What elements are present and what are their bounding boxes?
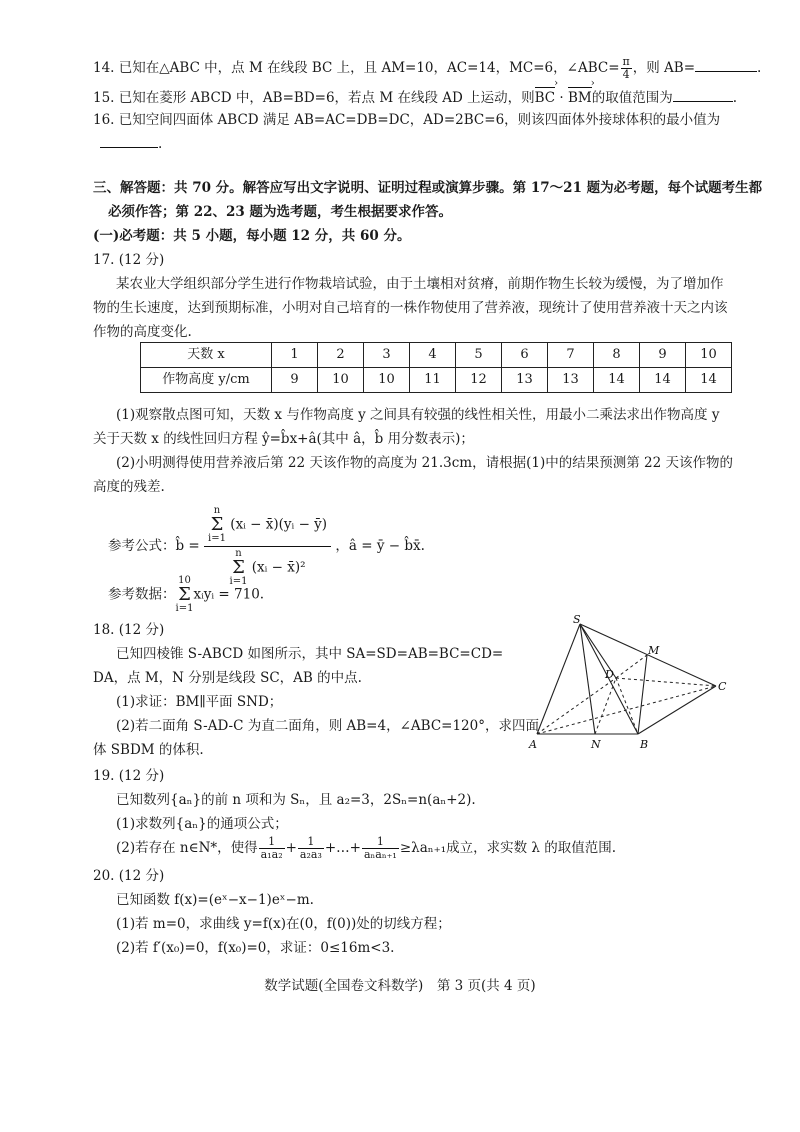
q14-answer-blank (695, 71, 757, 72)
q19-s2 (116, 836, 616, 861)
table-cell: 4 (410, 343, 456, 368)
q17-s2b: 高度的残差. (93, 479, 165, 495)
table-header-days: 天数 x (141, 343, 272, 368)
section3-sub1: (一)必考题：共 5 小题，每小题 12 分，共 60 分。 (93, 228, 411, 244)
q20-p1: 已知函数 f(x)=(eˣ−x−1)eˣ−m. (116, 892, 314, 908)
q18-s2a: (2)若二面角 S-AD-C 为直二面角，则 AB=4，∠ABC=120°，求四面 (116, 718, 539, 734)
q17-p1: 某农业大学组织部分学生进行作物栽培试验，由于土壤相对贫瘠，前期作物生长较为缓慢，为了增加作 (116, 276, 724, 292)
table-cell: 5 (456, 343, 502, 368)
table-cell: 10 (318, 368, 364, 393)
label-m: M (648, 644, 660, 657)
formula-fraction (204, 506, 331, 587)
formula-den-expr: (xᵢ − x̄)² (251, 559, 306, 576)
frac-den: a₁a₂ (260, 848, 283, 862)
q18-s1: (1)求证：BM∥平面 SND； (116, 694, 283, 710)
table-cell: 6 (502, 343, 548, 368)
q15-answer-blank (673, 101, 733, 102)
sum-bottom: i=1 (229, 576, 248, 587)
frac-num: 1 (259, 836, 285, 849)
label-s: S (573, 613, 581, 626)
q19-s1: (1)求数列{aₙ}的通项公式； (116, 816, 288, 832)
frac-den: a₂a₃ (299, 848, 322, 862)
segment-nd (595, 678, 616, 734)
q19-s2-tail: ≥λaₙ₊₁成立，求实数 λ 的取值范围. (399, 840, 617, 857)
q19-frac-3 (362, 836, 399, 861)
table-cell: 1 (272, 343, 318, 368)
table-cell: 12 (456, 368, 502, 393)
data-expr: xᵢyᵢ = 710. (193, 586, 265, 603)
frac-den: aₙaₙ₊₁ (363, 848, 397, 862)
q16-text: 16. 已知空间四面体 ABCD 满足 AB=AC=DB=DC，AD=2BC=6，则该四面体外接球体积的最小值为 (93, 112, 721, 128)
sum-symbol: 10 Σ i=1 (175, 575, 194, 614)
edge-sa (537, 624, 580, 734)
table-cell: 9 (640, 343, 686, 368)
edge-ad (537, 678, 616, 734)
q20-head: 20. (12 分) (93, 868, 165, 884)
segment-db (616, 678, 638, 734)
label-d: D (605, 668, 614, 681)
plus-sign: + (285, 840, 297, 857)
q18-p2: DA，点 M，N 分别是线段 SC，AB 的中点. (93, 670, 362, 686)
question-16 (93, 110, 720, 131)
formula-label: 参考公式：b̂ = (108, 538, 200, 555)
q19-frac-2 (298, 836, 324, 861)
sum-symbol: n Σ i=1 (229, 548, 248, 587)
table-header-height: 作物高度 y/cm (141, 368, 272, 393)
q17-reference-data (108, 576, 264, 614)
q17-data-table (140, 342, 732, 393)
label-a: A (529, 738, 537, 751)
q14-text: 14. 已知在△ABC 中，点 M 在线段 BC 上，且 AM=10，AC=14，MC=6，∠ABC= (93, 60, 620, 77)
table-cell: 8 (594, 343, 640, 368)
q17-s1b: 关于天数 x 的线性回归方程 ŷ=b̂x+â(其中 â，b̂ 用分数表示)； (93, 431, 474, 447)
sum-top: 10 (178, 575, 191, 586)
frac-num: 1 (298, 836, 324, 849)
table-cell: 14 (686, 368, 732, 393)
q15-tail: 的取值范围为 (591, 90, 673, 106)
ellipsis: +…+ (324, 840, 361, 857)
q17-s2a: (2)小明测得使用营养液后第 22 天该作物的高度为 21.3cm，请根据(1)中的结果预测第 22 天该作物的 (116, 455, 733, 471)
q18-head: 18. (12 分) (93, 622, 165, 638)
q14-frac-den: 4 (622, 68, 630, 82)
label-n: N (591, 738, 601, 751)
q14-tail: ，则 AB= (632, 60, 696, 77)
diagonal-ac (537, 686, 716, 734)
q14-fraction (621, 56, 632, 81)
table-cell: 13 (548, 368, 594, 393)
formula-tail: ，â = ȳ − b̂x̄. (335, 538, 425, 555)
table-row (141, 368, 732, 393)
formula-numerator (204, 506, 331, 547)
sum-top: n (235, 548, 242, 559)
q17-p2: 物的生长速度，达到预期标准，小明对自己培育的一株作物使用了营养液，现统计了使用营养液十天之内该 (93, 300, 728, 316)
q15-text: 15. 已知在菱形 ABCD 中，AB=BD=6，若点 M 在线段 AD 上运动，则 (93, 90, 535, 106)
q18-p1: 已知四棱锥 S-ABCD 如图所示，其中 SA=SD=AB=BC=CD= (116, 646, 504, 662)
q16-answer-line: . (100, 134, 162, 155)
question-14: 14. 已知在△ABC 中，点 M 在线段 BC 上，且 AM=10，AC=14，MC=6，∠ABC= $\frac{\pi}{4}$ ，则 AB= . (93, 55, 762, 82)
q19-s2-pre: (2)若存在 n∈N*，使得 (116, 840, 258, 857)
section3-title-line2: 必须作答；第 22、23 题为选考题，考生根据要求作答。 (108, 204, 452, 220)
q20-s1: (1)若 m=0，求曲线 y=f(x)在(0，f(0))处的切线方程； (116, 916, 451, 932)
table-cell: 2 (318, 343, 364, 368)
formula-num-expr: (xᵢ − x̄)(yᵢ − ȳ) (230, 516, 328, 533)
q19-head: 19. (12 分) (93, 768, 165, 784)
label-b: B (640, 738, 649, 751)
q17-reference-formula (108, 506, 425, 587)
table-cell: 10 (364, 368, 410, 393)
q20-s2: (2)若 f′(x₀)=0，f(x₀)=0，求证：0≤16m<3. (116, 940, 395, 956)
section3-title-line1: 三、解答题：共 70 分。解答应写出文字说明、证明过程或演算步骤。第 17～21 题为必考题，每个试题考生都 (93, 180, 763, 196)
vector-bc: BC › (535, 88, 556, 109)
vector-bm: BM › (568, 88, 592, 109)
table-cell: 3 (364, 343, 410, 368)
q17-s1a: (1)观察散点图可知，天数 x 与作物高度 y 之间具有较强的线性相关性，用最小二乘法求出作物高度 y (116, 407, 720, 423)
q16-answer-blank (100, 147, 158, 148)
q19-frac-1 (259, 836, 285, 861)
label-c: C (718, 680, 727, 693)
pyramid-figure (520, 612, 730, 754)
q18-s2b: 体 SBDM 的体积. (93, 742, 204, 758)
segment-bm (638, 655, 647, 734)
data-label: 参考数据： (108, 586, 176, 603)
segment-dm (616, 655, 647, 678)
table-cell: 14 (594, 368, 640, 393)
q19-p1: 已知数列{aₙ}的前 n 项和为 Sₙ，且 a₂=3，2Sₙ=n(aₙ+2). (116, 792, 476, 808)
q15-dot: · (555, 90, 568, 106)
q17-head: 17. (12 分) (93, 252, 165, 268)
sum-top: n (213, 505, 221, 516)
edge-bc (638, 686, 716, 734)
sum-bottom: i=1 (175, 603, 194, 614)
page-footer: 数学试题(全国卷文科数学) 第 3 页(共 4 页) (264, 978, 536, 994)
segment-sn (580, 624, 595, 734)
q17-p3: 作物的高度变化. (93, 324, 192, 340)
table-cell: 14 (640, 368, 686, 393)
q14-frac-num: π (622, 55, 630, 68)
table-cell: 10 (686, 343, 732, 368)
table-cell: 7 (548, 343, 594, 368)
table-cell: 13 (502, 368, 548, 393)
sum-symbol: n Σ i=1 (208, 505, 226, 544)
table-row (141, 343, 732, 368)
sum-bottom: i=1 (208, 533, 226, 544)
question-15: 15. 已知在菱形 ABCD 中，AB=BD=6，若点 M 在线段 AD 上运动，则BC › · BM ›的取值范围为 . (93, 88, 737, 109)
frac-num: 1 (362, 836, 399, 849)
table-cell: 9 (272, 368, 318, 393)
table-cell: 11 (410, 368, 456, 393)
